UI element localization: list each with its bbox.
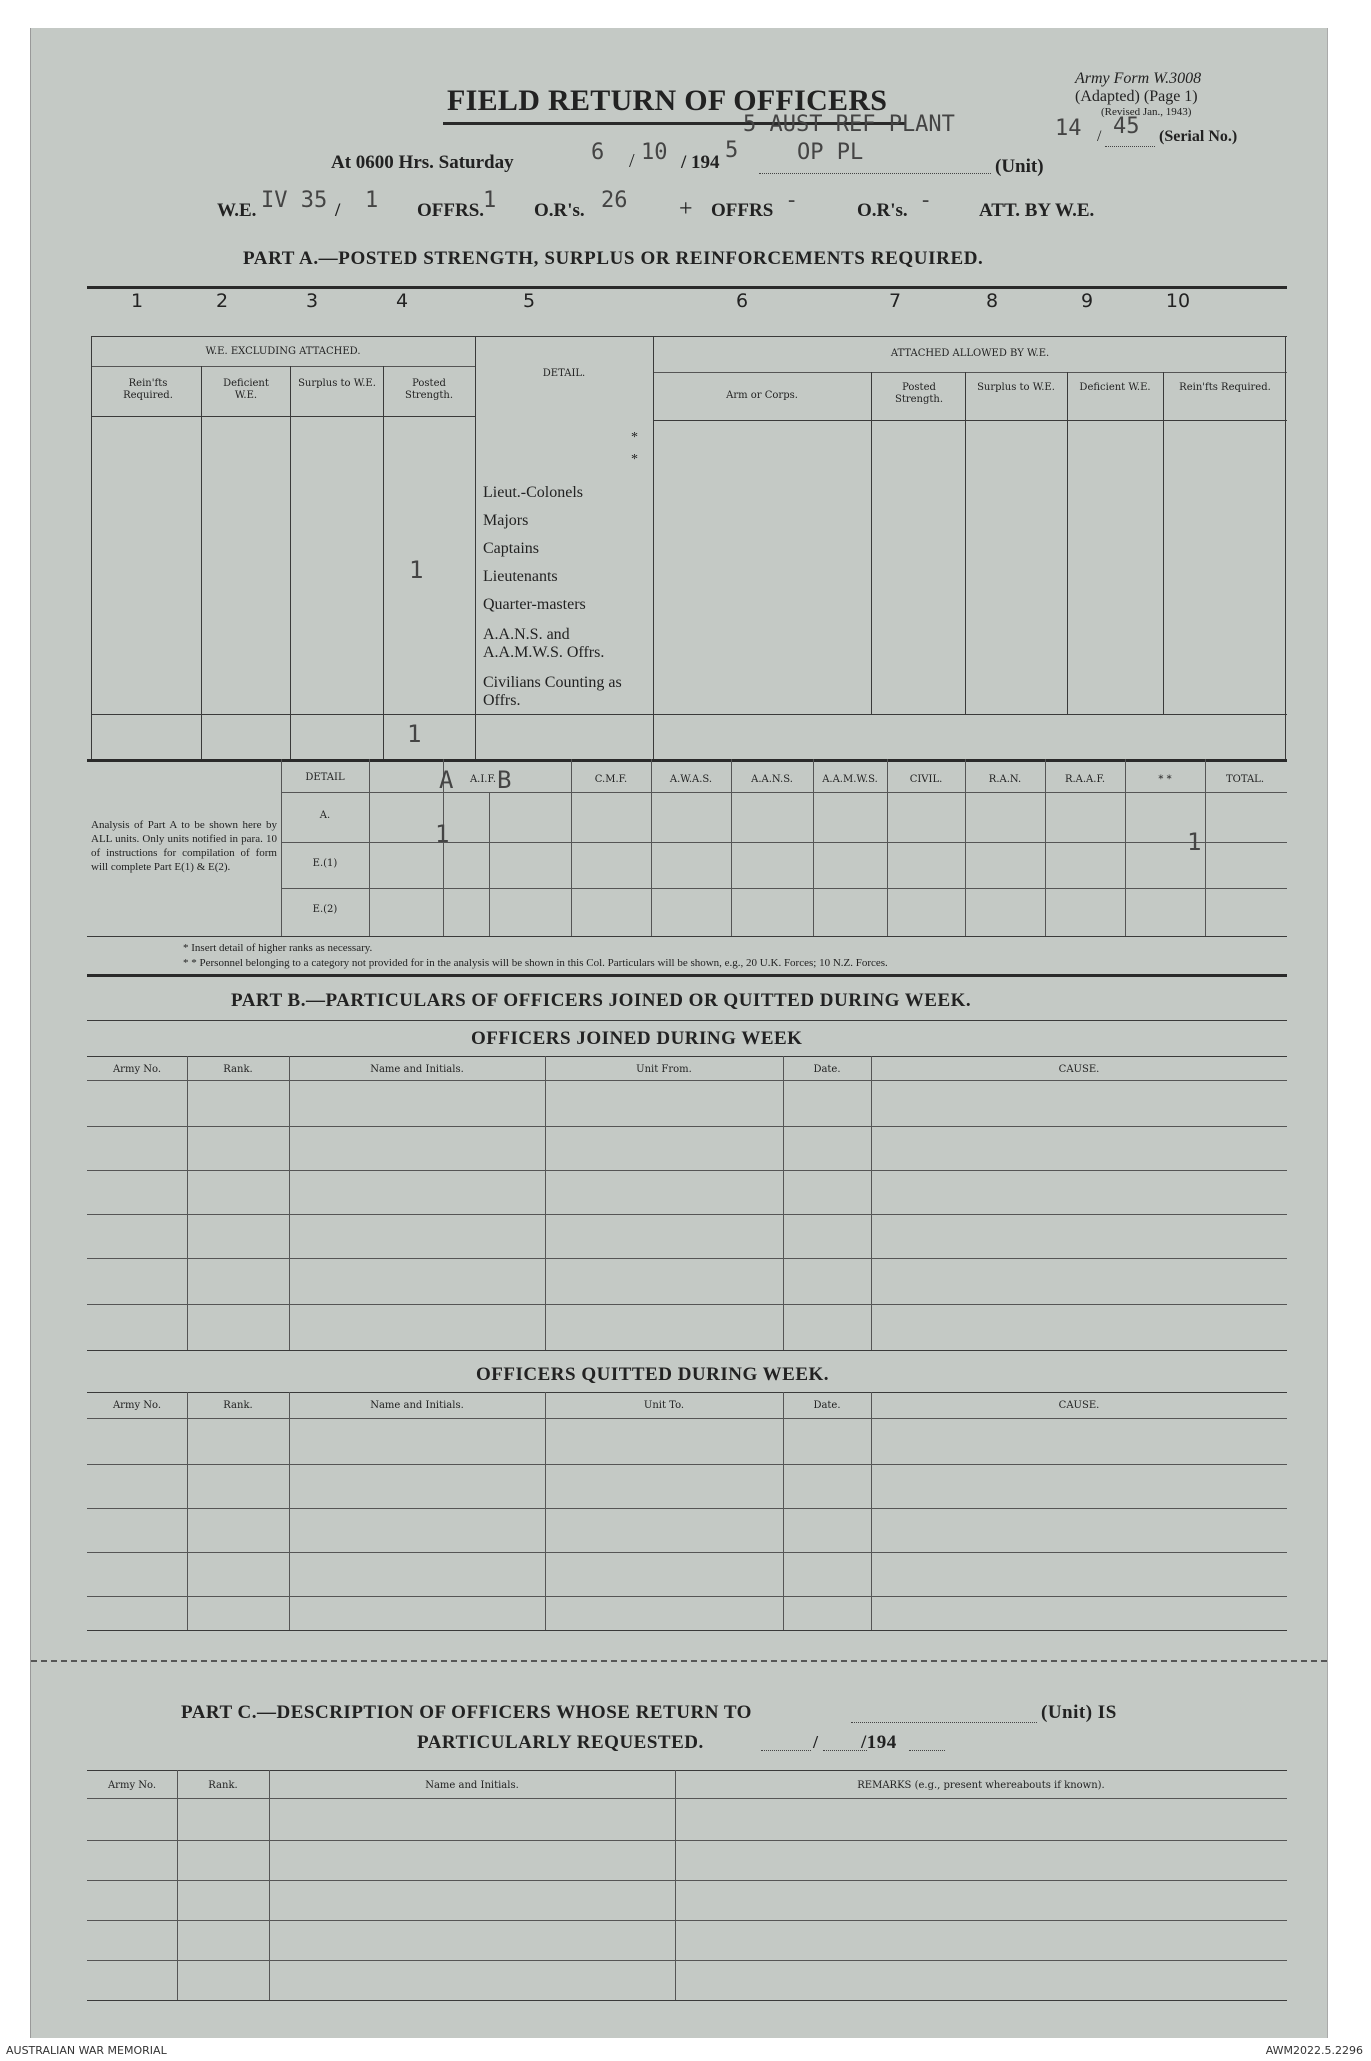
joined-col-cause: CAUSE. bbox=[1058, 1064, 1100, 1075]
col-number-2: 2 bbox=[215, 290, 229, 312]
part-a-bottom-rule bbox=[87, 759, 1287, 762]
at-line-prefix: At 0600 Hrs. Saturday bbox=[331, 152, 514, 173]
quitted-col-unit-to: Unit To. bbox=[643, 1400, 685, 1411]
left-col-deficient: Deficient W.E. bbox=[223, 378, 269, 401]
revised-label: (Revised Jan., 1943) bbox=[1101, 106, 1192, 118]
joined-row-rule bbox=[87, 1126, 1287, 1127]
plus-sign: + bbox=[679, 196, 693, 222]
joined-row-rule bbox=[87, 1170, 1287, 1171]
part-a-vline bbox=[91, 336, 92, 759]
part-c-row-rule bbox=[87, 1840, 1287, 1841]
aif-mark-b: B bbox=[497, 766, 512, 794]
joined-title: OFFICERS JOINED DURING WEEK bbox=[471, 1028, 803, 1049]
part-b-title: PART B.—PARTICULARS OF OFFICERS JOINED OR QUITTED DURING WEEK. bbox=[231, 990, 972, 1011]
joined-vline bbox=[545, 1056, 546, 1350]
quitted-row-rule bbox=[87, 1596, 1287, 1597]
part-c-row-rule bbox=[87, 1880, 1287, 1881]
we-excluding-header: W.E. EXCLUDING ATTACHED. bbox=[205, 346, 361, 357]
quitted-header-top bbox=[87, 1392, 1287, 1393]
analysis-col-civil: CIVIL. bbox=[909, 774, 943, 785]
footer-source: AUSTRALIAN WAR MEMORIAL bbox=[6, 2044, 167, 2057]
analysis-row-a: A. bbox=[319, 810, 331, 821]
joined-vline bbox=[871, 1056, 872, 1350]
ors2-value: - bbox=[919, 188, 933, 213]
quitted-col-rank: Rank. bbox=[223, 1400, 253, 1411]
star-marker: * bbox=[631, 452, 638, 467]
part-c-line2: PARTICULARLY REQUESTED. bbox=[417, 1732, 704, 1753]
analysis-row-rule bbox=[281, 842, 1287, 843]
date-year-digit: 5 bbox=[725, 138, 739, 163]
offrs-label: OFFRS. bbox=[417, 200, 485, 221]
quitted-vline bbox=[289, 1392, 290, 1630]
quitted-header-bottom bbox=[87, 1418, 1287, 1419]
form-title: FIELD RETURN OF OFFICERS bbox=[447, 84, 888, 117]
part-c-title-suffix: (Unit) IS bbox=[1041, 1702, 1117, 1723]
analysis-header-rule bbox=[281, 792, 1287, 793]
offrs2-value: - bbox=[785, 188, 799, 213]
quitted-row-rule bbox=[87, 1508, 1287, 1509]
part-c-row-rule bbox=[87, 1960, 1287, 1961]
part-a-vline bbox=[871, 372, 872, 714]
part-c-bottom-rule bbox=[87, 2000, 1287, 2001]
analysis-col-cmf: C.M.F. bbox=[594, 774, 628, 785]
offrs2-label: OFFRS bbox=[711, 200, 774, 221]
serial-number-b: 45 bbox=[1113, 114, 1140, 139]
joined-row-rule bbox=[87, 1304, 1287, 1305]
joined-bottom-rule bbox=[87, 1350, 1287, 1351]
analysis-col-aans: A.A.N.S. bbox=[751, 774, 793, 785]
quitted-col-name: Name and Initials. bbox=[370, 1400, 464, 1411]
quitted-col-date: Date. bbox=[813, 1400, 841, 1411]
analysis-bottom-rule bbox=[87, 936, 1287, 937]
analysis-detail-label: DETAIL bbox=[305, 772, 345, 783]
adapted-label: (Adapted) (Page 1) bbox=[1075, 88, 1198, 105]
attached-allowed-header: ATTACHED ALLOWED BY W.E. bbox=[890, 348, 1050, 359]
date-month: 10 bbox=[641, 140, 668, 165]
quitted-vline bbox=[545, 1392, 546, 1630]
quitted-row-rule bbox=[87, 1464, 1287, 1465]
joined-row-rule bbox=[87, 1214, 1287, 1215]
part-a-title: PART A.—POSTED STRENGTH, SURPLUS OR REINFORCEMENTS REQUIRED. bbox=[243, 248, 984, 269]
left-col-reinforcements: Rein'fts Required. bbox=[123, 378, 173, 401]
perforation-line bbox=[31, 1660, 1327, 1662]
left-col-surplus: Surplus to W.E. bbox=[298, 378, 376, 389]
quitted-vline bbox=[871, 1392, 872, 1630]
joined-header-top bbox=[87, 1056, 1287, 1057]
right-col-posted: Posted Strength. bbox=[894, 382, 944, 405]
quitted-vline bbox=[187, 1392, 188, 1630]
detail-header: DETAIL. bbox=[542, 368, 586, 379]
right-col-arm: Arm or Corps. bbox=[726, 390, 798, 401]
part-a-total-rule bbox=[91, 714, 1287, 715]
col-number-6: 6 bbox=[735, 290, 749, 312]
serial-number-a: 14 bbox=[1055, 116, 1082, 141]
joined-vline bbox=[783, 1056, 784, 1350]
footnote-other-category: * * Personnel belonging to a category not provided for in the analysis will be shown in this Col. Particulars will be shown, e.g., 20 U.K. Forces; 10 N.Z. Forces. bbox=[183, 957, 888, 969]
part-c-vline bbox=[269, 1770, 270, 2000]
we-label: W.E. bbox=[217, 200, 257, 221]
rank-aans-aamws: A.A.N.S. and A.A.M.W.S. Offrs. bbox=[483, 626, 605, 661]
quitted-col-cause: CAUSE. bbox=[1058, 1400, 1100, 1411]
offrs-value: 1 bbox=[483, 188, 497, 213]
we-value-a: IV 35 bbox=[261, 188, 328, 213]
part-c-unit-dotted bbox=[851, 1722, 1037, 1723]
part-c-vline bbox=[675, 1770, 676, 2000]
star-marker: * bbox=[631, 430, 638, 445]
part-a-vline bbox=[290, 366, 291, 759]
unit-dotted-line bbox=[759, 173, 991, 174]
analysis-col-awas: A.W.A.S. bbox=[669, 774, 713, 785]
col-number-9: 9 bbox=[1080, 290, 1094, 312]
col-number-10: 10 bbox=[1165, 290, 1191, 312]
joined-col-unit-from: Unit From. bbox=[636, 1064, 692, 1075]
aif-mark-a: A bbox=[439, 766, 454, 794]
rank-majors: Majors bbox=[483, 512, 529, 529]
joined-vline bbox=[289, 1056, 290, 1350]
left-group-rule bbox=[91, 366, 475, 367]
footer-catalogue-id: AWM2022.5.2296 bbox=[1265, 2044, 1363, 2057]
footnote-higher-ranks: * Insert detail of higher ranks as necessary. bbox=[183, 942, 373, 954]
joined-header-bottom bbox=[87, 1080, 1287, 1081]
analysis-a-total-value: 1 bbox=[1187, 828, 1202, 856]
analysis-vline bbox=[369, 759, 370, 936]
part-c-date-slash: / bbox=[813, 1732, 819, 1752]
part-a-vline bbox=[965, 372, 966, 714]
part-a-vline bbox=[1285, 336, 1286, 759]
part-a-vline bbox=[1163, 372, 1164, 714]
quitted-title: OFFICERS QUITTED DURING WEEK. bbox=[476, 1364, 830, 1385]
col-number-8: 8 bbox=[985, 290, 999, 312]
quitted-bottom-rule bbox=[87, 1630, 1287, 1631]
army-form-number: Army Form W.3008 bbox=[1075, 70, 1202, 87]
analysis-note: Analysis of Part A to be shown here by ALL units. Only units notified in para. 10 of instructions for compilation of form will complete Part E(1) & E(2). bbox=[91, 819, 277, 873]
date-day: 6 bbox=[591, 140, 605, 165]
part-a-vline bbox=[475, 336, 476, 759]
part-a-vline bbox=[201, 366, 202, 759]
part-c-header-top bbox=[87, 1770, 1287, 1771]
col-number-1: 1 bbox=[130, 290, 144, 312]
analysis-col-aif: A.I.F. bbox=[469, 774, 497, 785]
rank-civilians: Civilians Counting as Offrs. bbox=[483, 674, 622, 709]
quitted-vline bbox=[783, 1392, 784, 1630]
analysis-col-aamws: A.A.M.W.S. bbox=[822, 774, 878, 785]
part-b-rule bbox=[87, 1020, 1287, 1021]
analysis-col-total: TOTAL. bbox=[1225, 774, 1265, 785]
analysis-row-e2: E.(2) bbox=[312, 904, 338, 915]
ors-label: O.R's. bbox=[534, 200, 585, 221]
joined-col-rank: Rank. bbox=[223, 1064, 253, 1075]
we-slash: / bbox=[335, 200, 341, 221]
rank-lieutenants: Lieutenants bbox=[483, 568, 558, 585]
date-year-prefix: 194 bbox=[691, 152, 720, 173]
analysis-vline bbox=[1205, 759, 1206, 936]
right-col-deficient: Deficient W.E. bbox=[1079, 382, 1151, 393]
ors-value: 26 bbox=[601, 188, 628, 213]
part-a-vline bbox=[1067, 372, 1068, 714]
right-group-rule bbox=[653, 372, 1287, 373]
serial-slash: / bbox=[1097, 128, 1102, 145]
analysis-vline bbox=[489, 792, 490, 936]
att-label: ATT. BY W.E. bbox=[979, 200, 1095, 221]
serial-dotted-line bbox=[1105, 146, 1155, 147]
joined-col-army-no: Army No. bbox=[112, 1064, 162, 1075]
joined-col-name: Name and Initials. bbox=[370, 1064, 464, 1075]
lieutenants-posted-strength: 1 bbox=[409, 556, 424, 584]
date-slash-1: / bbox=[629, 150, 635, 172]
quitted-row-rule bbox=[87, 1552, 1287, 1553]
part-c-header-bottom bbox=[87, 1798, 1287, 1799]
part-a-vline bbox=[383, 366, 384, 759]
joined-row-rule bbox=[87, 1258, 1287, 1259]
ors2-label: O.R's. bbox=[857, 200, 908, 221]
rank-lieut-colonels: Lieut.-Colonels bbox=[483, 484, 583, 501]
joined-vline bbox=[187, 1056, 188, 1350]
part-c-date-dotted bbox=[761, 1750, 811, 1751]
we-value-b: 1 bbox=[365, 188, 379, 213]
part-c-col-name: Name and Initials. bbox=[425, 1780, 519, 1791]
part-a-header-rule bbox=[91, 336, 1287, 337]
part-c-col-army-no: Army No. bbox=[107, 1780, 157, 1791]
rank-quarter-masters: Quarter-masters bbox=[483, 596, 586, 613]
right-col-reinforcements: Rein'fts Required. bbox=[1179, 382, 1271, 393]
right-col-surplus: Surplus to W.E. bbox=[977, 382, 1055, 393]
serial-label: (Serial No.) bbox=[1159, 128, 1238, 145]
analysis-col-raaf: R.A.A.F. bbox=[1064, 774, 1106, 785]
part-c-year-dotted bbox=[909, 1750, 945, 1751]
rank-captains: Captains bbox=[483, 540, 539, 557]
analysis-a-aif-value: 1 bbox=[435, 820, 450, 848]
part-c-col-remarks: REMARKS (e.g., present whereabouts if known). bbox=[857, 1780, 1105, 1791]
quitted-col-army-no: Army No. bbox=[112, 1400, 162, 1411]
part-c-col-rank: Rank. bbox=[208, 1780, 238, 1791]
analysis-row-e1: E.(1) bbox=[312, 858, 338, 869]
total-posted-strength: 1 bbox=[407, 720, 422, 748]
form-sheet bbox=[30, 28, 1328, 2038]
part-c-row-rule bbox=[87, 1920, 1287, 1921]
left-col-posted: Posted Strength. bbox=[404, 378, 454, 401]
part-a-end-rule bbox=[87, 974, 1287, 977]
part-c-vline bbox=[177, 1770, 178, 2000]
part-c-title: PART C.—DESCRIPTION OF OFFICERS WHOSE RETURN TO bbox=[181, 1702, 752, 1723]
col-number-3: 3 bbox=[305, 290, 319, 312]
date-slash-2: / bbox=[681, 152, 687, 173]
part-a-body-rule-right bbox=[653, 420, 1287, 421]
col-number-4: 4 bbox=[395, 290, 409, 312]
analysis-col-ran: R.A.N. bbox=[988, 774, 1022, 785]
unit-label: (Unit) bbox=[995, 156, 1044, 177]
part-a-body-rule bbox=[91, 416, 475, 417]
part-c-year: /194 bbox=[861, 1732, 897, 1753]
unit-name-line2: OP PL bbox=[797, 140, 864, 165]
unit-name-line1: 5 AUST REF PLANT bbox=[743, 112, 955, 137]
analysis-col-other: * * bbox=[1158, 774, 1172, 785]
col-number-5: 5 bbox=[522, 290, 536, 312]
part-a-top-rule bbox=[87, 286, 1287, 289]
analysis-row-rule bbox=[281, 888, 1287, 889]
joined-col-date: Date. bbox=[813, 1064, 841, 1075]
col-number-7: 7 bbox=[888, 290, 902, 312]
